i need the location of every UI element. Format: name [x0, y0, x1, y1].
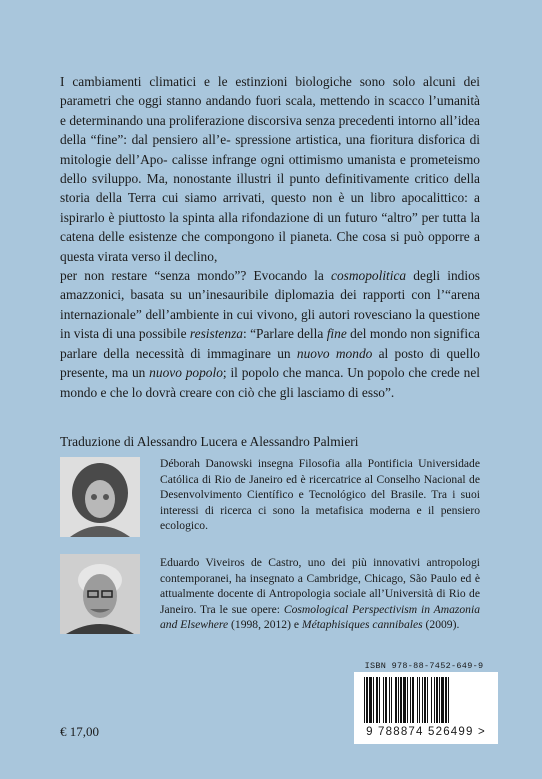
barcode-bar [379, 677, 380, 723]
barcode-bar [398, 677, 399, 723]
barcode-bar [417, 677, 418, 723]
blurb-emphasis: resistenza [189, 326, 243, 342]
barcode-bar [422, 677, 423, 723]
author-bio-viveiros-de-castro [160, 555, 480, 633]
barcode-bar [434, 677, 435, 723]
author-photo-danowski [60, 457, 140, 537]
barcode-bar [403, 677, 406, 723]
barcode-bar [369, 677, 372, 723]
author-work-title: Métaphisiques cannibales [301, 618, 423, 631]
blurb-emphasis: nuovo popolo [149, 365, 223, 381]
barcode-bar [385, 677, 387, 723]
blurb-text: ; il popolo che manca. Un popolo che crede nel mondo e che lo dovrà creare con ciò che gli lasciamo di esso”. [60, 365, 480, 400]
author-bio-intro: Eduardo Viveiros de Castro, uno dei più innovativi antropologi contemporanei, ha insegnato a Cambridge, Chicago, São Paulo ed è attualmente docente di Antropologia sociale all’Università di Rio de Janeiro. Tra le sue opere: [160, 556, 480, 616]
barcode-bar [407, 677, 408, 723]
barcode-bars [364, 677, 488, 725]
author-bio-text: Déborah Danowski insegna Filosofia alla Pontificia Universidade Católica di Rio de Janeiro ed è ricercatrice al Conselho Nacional de Desenvolvimento Científico e Tecnológico del Brasile. Tra i suoi interessi di ricerca ci sono la metafisica moderna e il pensiero ecologico. [160, 457, 480, 532]
blurb-emphasis: cosmopolitica [331, 268, 407, 284]
blurb-line: il pianeta. Che cosa si può opporre a questa virata verso il declino, [60, 229, 480, 264]
author-work-year: (2009). [422, 618, 460, 631]
blurb-line: I cambiamenti climatici e le estinzioni biologiche sono solo alcuni [60, 74, 464, 89]
blurb-emphasis: fine [326, 326, 347, 342]
barcode-bar [364, 677, 365, 723]
blurb-emphasis: nuovo mondo [296, 345, 373, 361]
barcode [354, 672, 498, 744]
blurb-line: apocalittico: a ispirarlo è piuttosto la spinta alla rifondazione di un [60, 190, 480, 225]
blurb-text: al posto di quello presente, ma un [60, 345, 480, 381]
blurb-continued-text [60, 266, 480, 402]
isbn-label: ISBN 978-88-7452-649-9 [364, 661, 484, 671]
blurb-line: spressione artistica, una fioritura disforica di mitologie dell’Apo- [60, 132, 480, 167]
barcode-bar [441, 677, 444, 723]
author-photo-viveiros-de-castro [60, 554, 140, 634]
blurb-line: senza precedenti intorno all’idea della “fine”: dal pensiero all’e- [60, 112, 480, 148]
blurb-line: sviluppo. Ma, nonostante illustri il punto definitivamente critico [92, 171, 454, 187]
blurb-line: calisse infrange ogni ottimismo umanista e prometeismo dello [60, 151, 480, 187]
barcode-bar [366, 677, 368, 723]
blurb-line: scacco l’umanità e determinando una proliferazione discorsiva [60, 93, 481, 128]
barcode-bar [419, 677, 420, 723]
barcode-bar [448, 677, 449, 723]
back-cover-blurb [60, 72, 480, 402]
barcode-bar [431, 677, 432, 723]
barcode-bar [445, 677, 447, 723]
translation-credit: Traduzione di Alessandro Lucera e Alessandro Palmieri [60, 434, 359, 449]
blurb-line: dei parametri che oggi stanno andando fuori scala, mettendo in [60, 74, 480, 109]
barcode-bar [436, 677, 438, 723]
barcode-bar [391, 677, 392, 723]
blurb-text: per non restare “senza mondo”? Evocando la [60, 268, 331, 284]
author-bio-text [160, 555, 480, 633]
barcode-bar [424, 677, 426, 723]
barcode-bar [410, 677, 411, 723]
barcode-bar [439, 677, 440, 723]
blurb-line: futuro “altro” per tutta la catena delle esistenze che compongono [60, 209, 480, 245]
blurb-opening-lines [60, 72, 480, 266]
barcode-number: 9 788874 526499 > [366, 726, 486, 738]
blurb-line: della storia della Terra cui siamo arrivati, questo non è un libro [60, 171, 480, 206]
barcode-bar [383, 677, 384, 723]
price-label: € 17,00 [60, 724, 99, 739]
barcode-bar [412, 677, 414, 723]
blurb-text: : “Parlare della [242, 326, 327, 342]
author-work-title: Cosmological Perspectivism in Amazonia and Elsewhere [160, 602, 480, 631]
barcode-bar [376, 677, 378, 723]
barcode-bar [373, 677, 374, 723]
barcode-bar [400, 677, 402, 723]
author-work-year: (1998, 2012) e [228, 618, 302, 631]
barcode-bar [395, 677, 397, 723]
blurb-text: degli indios amazzonici, basata su un’inesauribile diplomazia dei rapporti con l’“arena internazionale” dell’ambiente in cui vivono, gli autori rovesciano la questione in vista di una possibile [60, 268, 480, 342]
blurb-text: del mondo non significa parlare della necessità di immaginare un [60, 326, 480, 361]
barcode-bar [427, 677, 428, 723]
barcode-bar [389, 677, 390, 723]
author-bio-danowski [160, 456, 480, 534]
